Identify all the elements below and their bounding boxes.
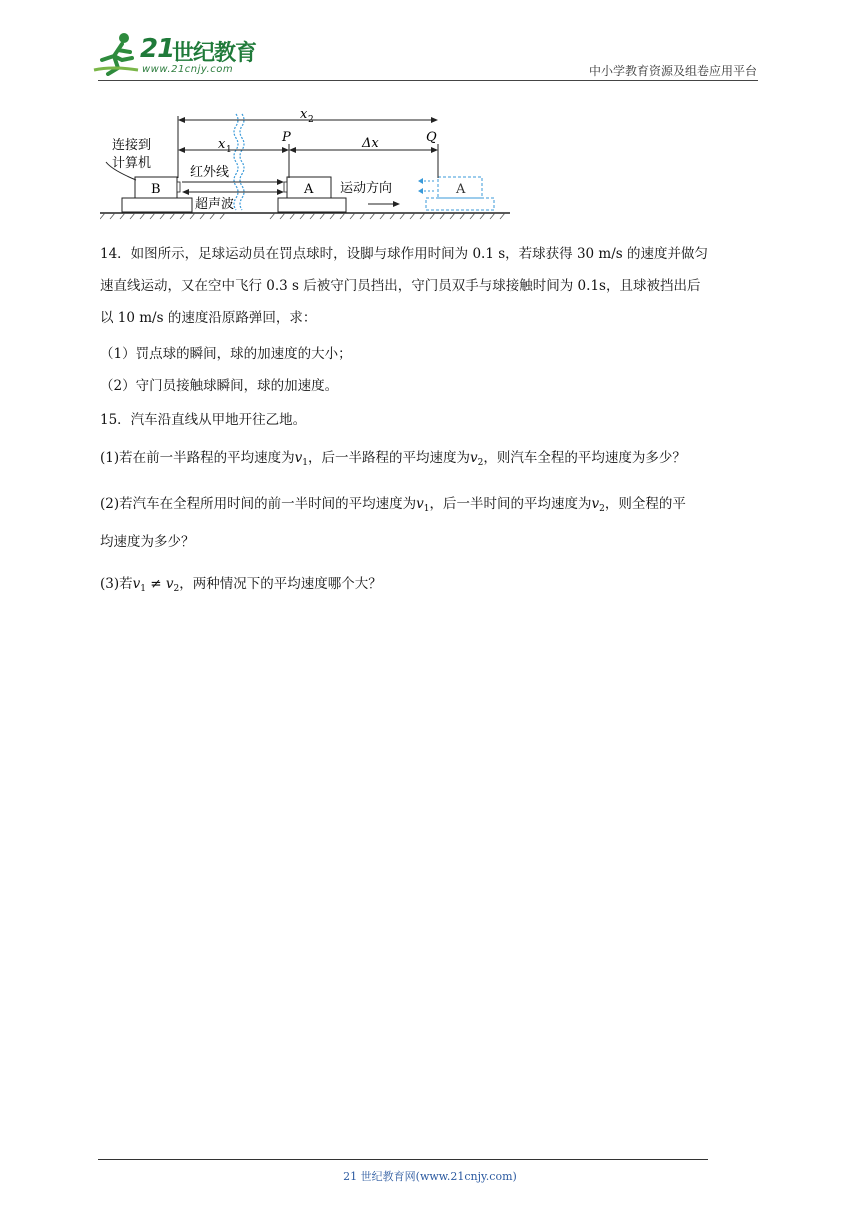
logo-text: 世纪教育 [172,41,257,66]
label-a-dashed: A [456,182,466,197]
q15-part-1: (1)若在前一半路程的平均速度为$v_1$，后一半路程的平均速度为$v_2$，则汽车全程的平均速度为多少？ [100,450,686,468]
label-motion: 运动方向 [340,181,393,196]
label-connect-2: 计算机 [112,156,152,171]
label-q: Q [426,130,437,145]
q14-line-2: 速直线运动，又在空中飞行 0.3 s 后被守门员挡出，守门员双手与球接触时间为 0.1s，且球被挡出后 [100,278,701,294]
a-sensor [284,182,287,192]
label-x1-sub: 1 [226,145,232,155]
ground-hatch [100,213,505,219]
label-p: P [282,130,291,145]
label-x2: x [300,107,308,122]
header-platform-text: 中小学教育资源及组卷应用平台 [588,64,757,78]
page-header [0,0,860,90]
b-base [122,198,192,212]
q15-part-2: (2)若汽车在全程所用时间的前一半时间的平均速度为$v_1$，后一半时间的平均速度为$v_2$，则全程的平 [100,496,686,514]
q14-sub-2: （2）守门员接触球瞬间，球的加速度。 [100,378,339,394]
runner-icon [92,30,142,76]
break-line-left [234,114,238,210]
experiment-figure [100,104,520,229]
a-base [278,198,346,212]
label-connect-1: 连接到 [112,138,152,153]
break-line-right [240,114,244,210]
label-b: B [151,182,161,197]
q15-title: 15．汽车沿直线从甲地开往乙地。 [100,412,307,428]
q15-part-3: (3)若$v_1 \ne v_2$，两种情况下的平均速度哪个大？ [100,576,382,594]
header-divider [98,80,758,81]
footer-divider [98,1159,708,1160]
label-x2-sub: 2 [308,115,314,125]
label-x1: x [218,137,226,152]
q14-line-1: 14．如图所示，足球运动员在罚点球时，设脚与球作用时间为 0.1 s，若球获得 30 m/s 的速度并做匀 [100,246,708,262]
logo-number: 21 [140,34,175,64]
q14-line-3: 以 10 m/s 的速度沿原路弹回，求： [100,310,317,326]
label-infrared: 红外线 [190,165,230,180]
label-dx: Δx [362,136,379,151]
logo-url: www.21cnjy.com [142,64,234,75]
q14-sub-1: （1）罚点球的瞬间，球的加速度的大小； [100,346,352,362]
a-base-dashed [426,198,494,210]
site-logo [92,30,292,80]
footer-text: 21 世纪教育网(www.21cnjy.com) [343,1170,517,1183]
label-a: A [304,182,314,197]
b-sensor [177,182,180,192]
q15-part-2-cont: 均速度为多少？ [100,534,195,550]
label-ultrasonic: 超声波 [195,197,235,212]
signal-arrowheads [418,178,423,194]
